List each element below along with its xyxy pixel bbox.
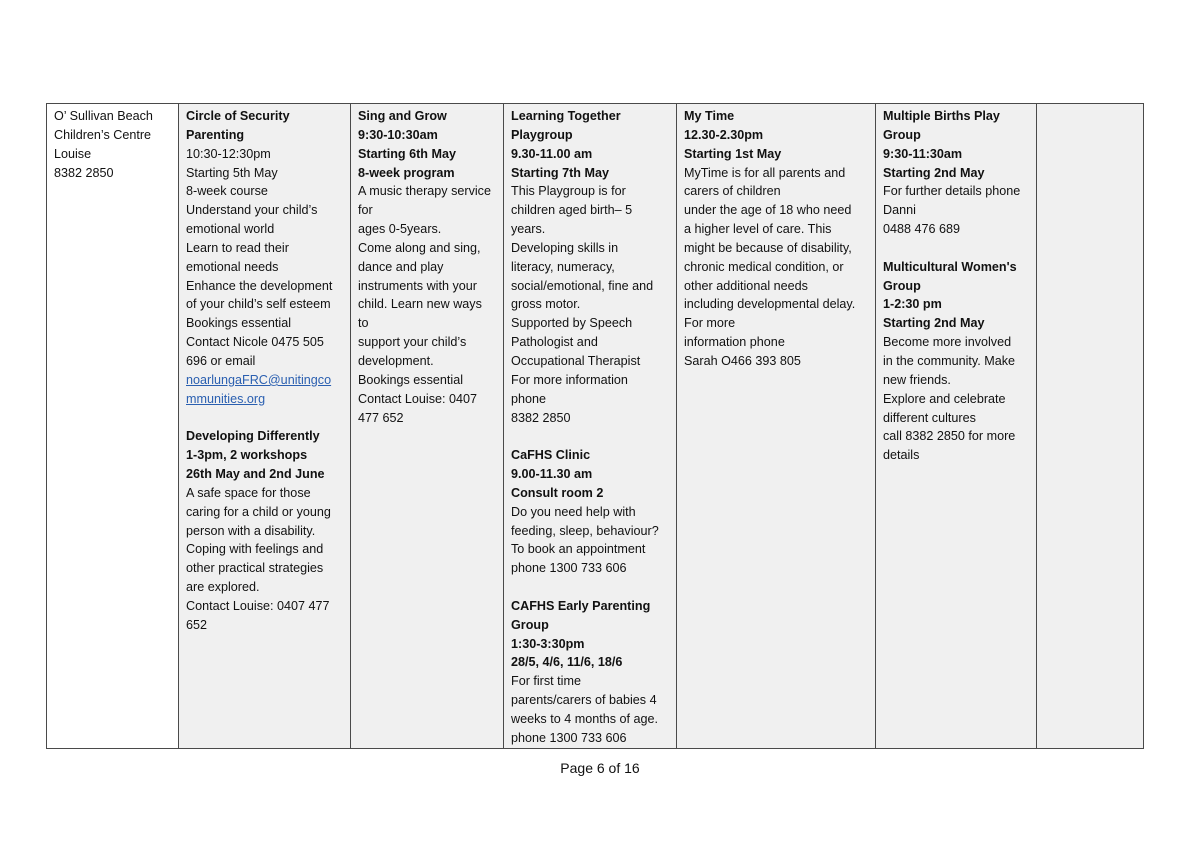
event-text-line: Do you need help with	[511, 504, 636, 519]
cell-centre-info	[47, 104, 179, 749]
event-text-line: Explore and celebrate	[883, 391, 1006, 406]
event-text-line: social/emotional, fine and	[511, 278, 654, 293]
event-text-line: gross motor.	[511, 297, 581, 312]
event-text-line: 8382 2850	[54, 165, 114, 180]
event-text-line: phone 1300 733 606	[511, 730, 627, 745]
event-heading-line: 1:30-3:30pm	[511, 636, 585, 651]
event-text-line: carers of children	[684, 184, 781, 199]
event-text-line: phone 1300 733 606	[511, 561, 627, 576]
event-text-line: Danni	[883, 203, 916, 218]
event-text-line: For first time	[511, 674, 581, 689]
event-text-line: Understand your child’s	[186, 203, 318, 218]
event-text-line: Sarah O466 393 805	[684, 353, 801, 368]
event-text-line: Pathologist and	[511, 335, 598, 350]
cell-circle-of-security	[179, 104, 351, 749]
event-text-line: 8-week course	[186, 184, 268, 199]
event-text-line: 652	[186, 617, 208, 632]
event-text-line: for	[358, 203, 373, 218]
event-text-line: A music therapy service	[358, 184, 491, 199]
event-heading-line: Starting 2nd May	[883, 316, 985, 331]
event-text-line: might be because of disability,	[684, 240, 852, 255]
event-text-line: children aged birth– 5	[511, 203, 633, 218]
event-heading-line: 26th May and 2nd June	[186, 467, 325, 482]
event-text-line: 8382 2850	[511, 410, 571, 425]
event-heading-line: Playgroup	[511, 127, 573, 142]
event-text-line: Supported by Speech	[511, 316, 633, 331]
event-text-line: child. Learn new ways	[358, 297, 482, 312]
event-text-line: For more information	[511, 372, 628, 387]
event-heading-line: Starting 6th May	[358, 146, 456, 161]
event-text-line: This Playgroup is for	[511, 184, 626, 199]
event-heading-line: CaFHS Clinic	[511, 448, 591, 463]
block-spacer	[186, 409, 343, 428]
event-text-line: parents/carers of babies 4	[511, 693, 657, 708]
block-spacer	[511, 427, 669, 446]
event-text-line: ages 0-5years.	[358, 222, 442, 237]
event-text-line: For further details phone	[883, 184, 1021, 199]
event-text-line: MyTime is for all parents and	[684, 165, 846, 180]
cell-my-time	[677, 104, 876, 749]
event-text-line: Contact Louise: 0407	[358, 391, 478, 406]
event-heading-line: Developing Differently	[186, 429, 320, 444]
event-text-line: a higher level of care. This	[684, 222, 832, 237]
event-text-line: literacy, numeracy,	[511, 259, 615, 274]
event-text-line: Learn to read their	[186, 240, 289, 255]
event-text-line: 696 or email	[186, 353, 256, 368]
event-text-line: chronic medical condition, or	[684, 259, 844, 274]
event-text-line: A safe space for those	[186, 485, 311, 500]
event-heading-line: Multiple Births Play	[883, 109, 1000, 123]
event-heading-line: 1-2:30 pm	[883, 297, 942, 312]
event-heading-line: Learning Together	[511, 109, 621, 123]
event-text-line: development.	[358, 353, 434, 368]
event-heading-line: Consult room 2	[511, 485, 604, 500]
event-text-line: caring for a child or young	[186, 504, 331, 519]
block-spacer	[511, 578, 669, 597]
event-text-line: Become more involved	[883, 335, 1012, 350]
event-text-line: other additional needs	[684, 278, 808, 293]
event-heading-line: Group	[883, 127, 921, 142]
event-text-line: call 8382 2850 for more	[883, 429, 1016, 444]
event-text-line: Bookings essential	[186, 316, 292, 331]
event-text-line: to	[358, 316, 369, 331]
event-text-line: years.	[511, 222, 546, 237]
event-text-line: dance and play	[358, 259, 444, 274]
event-text-line: are explored.	[186, 580, 260, 595]
event-text-line: details	[883, 448, 920, 463]
event-text-line: Contact Louise: 0407 477	[186, 598, 330, 613]
event-heading-line: Sing and Grow	[358, 109, 447, 123]
event-heading-line: 28/5, 4/6, 11/6, 18/6	[511, 655, 623, 670]
email-link[interactable]: noarlungaFRC@unitingco	[186, 372, 332, 387]
event-text-line: Contact Nicole 0475 505	[186, 335, 324, 350]
event-text-line: support your child’s	[358, 335, 467, 350]
event-heading-line: Starting 2nd May	[883, 165, 985, 180]
event-heading-line: Starting 1st May	[684, 146, 782, 161]
event-text-line: 0488 476 689	[883, 222, 961, 237]
event-heading-line: Circle of Security	[186, 109, 290, 123]
event-text-line: Come along and sing,	[358, 240, 481, 255]
event-text-line: feeding, sleep, behaviour?	[511, 523, 659, 538]
event-text-line: Bookings essential	[358, 372, 464, 387]
cell-sing-and-grow	[351, 104, 504, 749]
event-text-line: 477 652	[358, 410, 404, 425]
cell-empty	[1037, 104, 1144, 749]
event-heading-line: Group	[883, 278, 921, 293]
event-text-line: weeks to 4 months of age.	[511, 712, 659, 726]
email-link[interactable]: mmunities.org	[186, 391, 266, 406]
event-text-line: Occupational Therapist	[511, 353, 641, 368]
event-heading-line: 9.30-11.00 am	[511, 146, 593, 161]
event-heading-line: My Time	[684, 109, 735, 123]
event-text-line: instruments with your	[358, 278, 477, 293]
event-text-line: phone	[511, 391, 547, 406]
event-heading-line: 9.00-11.30 am	[511, 467, 593, 482]
event-text-line: including developmental delay.	[684, 297, 856, 312]
event-text-line: person with a disability.	[186, 523, 316, 538]
block-spacer	[883, 239, 1029, 258]
event-heading-line: Group	[511, 617, 549, 632]
event-text-line: Louise	[54, 146, 92, 161]
event-text-line: other practical strategies	[186, 561, 324, 576]
event-text-line: Enhance the development	[186, 278, 333, 293]
event-heading-line: Starting 7th May	[511, 165, 609, 180]
event-text-line: under the age of 18 who need	[684, 203, 852, 218]
event-heading-line: Parenting	[186, 127, 245, 142]
event-text-line: in the community. Make	[883, 353, 1016, 368]
cell-multiple-births	[876, 104, 1037, 749]
cell-learning-together	[504, 104, 677, 749]
event-text-line: Coping with feelings and	[186, 542, 324, 557]
event-heading-line: 8-week program	[358, 165, 455, 180]
event-text-line: information phone	[684, 335, 785, 350]
event-text-line: Starting 5th May	[186, 165, 278, 180]
event-text-line: emotional world	[186, 222, 275, 237]
event-heading-line: 9:30-10:30am	[358, 127, 438, 142]
event-text-line: 10:30-12:30pm	[186, 146, 271, 161]
event-text-line: To book an appointment	[511, 542, 646, 557]
event-heading-line: Multicultural Women's	[883, 259, 1017, 274]
event-text-line: Children’s Centre	[54, 127, 152, 142]
event-heading-line: 9:30-11:30am	[883, 146, 963, 161]
event-heading-line: CAFHS Early Parenting	[511, 598, 651, 613]
program-table	[46, 103, 1144, 749]
event-text-line: of your child’s self esteem	[186, 297, 331, 312]
event-text-line: emotional needs	[186, 259, 279, 274]
event-text-line: new friends.	[883, 372, 951, 387]
page-number: Page 6 of 16	[560, 760, 640, 776]
event-heading-line: 1-3pm, 2 workshops	[186, 448, 308, 463]
event-text-line: For more	[684, 316, 736, 331]
event-text-line: different cultures	[883, 410, 976, 425]
event-heading-line: 12.30-2.30pm	[684, 127, 764, 142]
event-text-line: Developing skills in	[511, 240, 619, 255]
table-row	[47, 104, 1144, 749]
event-text-line: O’ Sullivan Beach	[54, 109, 153, 123]
